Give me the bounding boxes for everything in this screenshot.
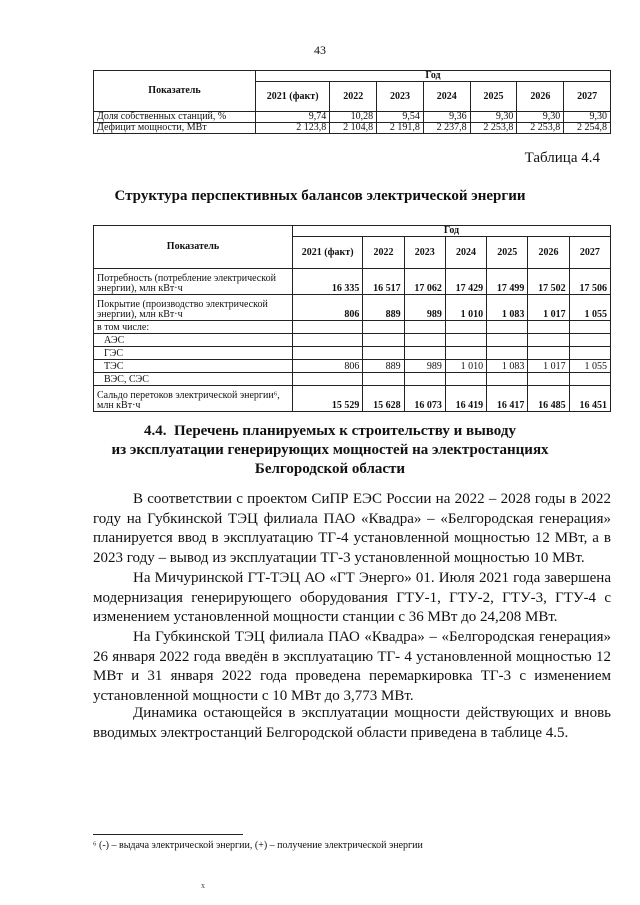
- row-label: Дефицит мощности, МВт: [94, 123, 256, 134]
- row-label: Доля собственных станций, %: [94, 112, 256, 123]
- table-cell: 16 335: [293, 269, 363, 295]
- year-header: 2022: [363, 237, 404, 269]
- table-cell: 1 055: [569, 360, 610, 373]
- table-cell: 17 502: [528, 269, 569, 295]
- table-cell: 16 417: [487, 386, 528, 412]
- table-cell: [404, 321, 445, 334]
- header-year-group: Год: [256, 71, 611, 82]
- table-row: [94, 269, 611, 295]
- year-header: 2024: [423, 82, 470, 112]
- table-cell: [487, 373, 528, 386]
- table-cell: [404, 373, 445, 386]
- year-header: 2027: [569, 237, 610, 269]
- table-cell: [569, 321, 610, 334]
- paragraph: На Губкинской ТЭЦ филиала ПАО «Квадра» – «Белгородская генерация» 26 января 2022 года введён в эксплуатацию ТГ- 4 установленной мощностью 12 МВт и 31 января 2022 года проведена перемаркировка ТГ-3 с изменением установленной мощности с 10 МВт до 3,773 МВт.: [93, 629, 611, 704]
- header-year-group: Год: [293, 226, 611, 237]
- table-cell: [293, 373, 363, 386]
- paragraph: На Мичуринской ГТ-ТЭЦ АО «ГТ Энерго» 01. Июля 2021 года завершена модернизация генерирующего оборудования ГТУ-1, ГТУ-2, ГТУ-3, ГТУ-4 с изменением установленной мощности станции с 36 МВт до 24,208 МВт.: [93, 570, 611, 625]
- table-row: [94, 373, 611, 386]
- paragraph: Динамика остающейся в эксплуатации мощности действующих и вновь вводимых электростанций Белгородской области приведена в таблице 4.5.: [93, 705, 611, 741]
- table-cell: [487, 334, 528, 347]
- table-cell: 989: [404, 360, 445, 373]
- table-row: [94, 112, 611, 123]
- table-title: Структура перспективных балансов электрической энергии: [114, 188, 526, 204]
- header-indicator: Показатель: [94, 71, 256, 112]
- table-cell: 2 253,8: [470, 123, 517, 134]
- table-cell: [293, 347, 363, 360]
- table-cell: [487, 321, 528, 334]
- header-indicator: Показатель: [94, 226, 293, 269]
- table-cell: [445, 334, 486, 347]
- table-cell: 17 506: [569, 269, 610, 295]
- table-cell: 17 429: [445, 269, 486, 295]
- row-label: Покрытие (производство электрической энергии), млн кВт·ч: [94, 295, 293, 321]
- table-cell: 989: [404, 295, 445, 321]
- year-header: 2023: [377, 82, 424, 112]
- year-header: 2021 (факт): [256, 82, 330, 112]
- year-header: 2027: [564, 82, 611, 112]
- year-header: 2025: [470, 82, 517, 112]
- table-cell: 2 254,8: [564, 123, 611, 134]
- year-header: 2023: [404, 237, 445, 269]
- table-cell: 2 123,8: [256, 123, 330, 134]
- scan-mark: x: [201, 881, 205, 890]
- footnote: ⁶ (-) – выдача электрической энергии, (+) – получение электрической энергии: [93, 840, 423, 851]
- row-label: ТЭС: [94, 360, 293, 373]
- section-heading-line: Перечень планируемых к строительству и выводу: [174, 423, 516, 439]
- table-cell: 2 104,8: [330, 123, 377, 134]
- year-header: 2021 (факт): [293, 237, 363, 269]
- table-row: [94, 386, 611, 412]
- row-label: АЭС: [94, 334, 293, 347]
- table-cell: 16 517: [363, 269, 404, 295]
- table-cell: 1 083: [487, 360, 528, 373]
- table-cell: 9,30: [517, 112, 564, 123]
- table-cell: [569, 347, 610, 360]
- year-header: 2024: [445, 237, 486, 269]
- table-cell: 2 191,8: [377, 123, 424, 134]
- table-cell: [363, 321, 404, 334]
- year-header: 2026: [517, 82, 564, 112]
- footnote-divider: [93, 834, 243, 835]
- table-cell: 806: [293, 360, 363, 373]
- table-caption: Таблица 4.4: [524, 150, 600, 166]
- table-cell: 10,28: [330, 112, 377, 123]
- table-cell: [293, 321, 363, 334]
- table-cell: 2 237,8: [423, 123, 470, 134]
- table-cell: 2 253,8: [517, 123, 564, 134]
- table-cell: [569, 334, 610, 347]
- section-heading-line: из эксплуатации генерирующих мощностей на электростанциях: [111, 442, 549, 458]
- table-cell: [363, 373, 404, 386]
- table-cell: 1 010: [445, 295, 486, 321]
- table-row: [94, 295, 611, 321]
- row-label: Сальдо перетоков электрической энергии⁶, млн кВт·ч: [94, 386, 293, 412]
- table-cell: 16 073: [404, 386, 445, 412]
- table-cell: 15 628: [363, 386, 404, 412]
- table-cell: [404, 347, 445, 360]
- table-cell: [528, 321, 569, 334]
- table-row: [94, 123, 611, 134]
- table-cell: [487, 347, 528, 360]
- table-cell: [363, 334, 404, 347]
- table-cell: [445, 373, 486, 386]
- row-label: Потребность (потребление электрической энергии), млн кВт·ч: [94, 269, 293, 295]
- row-label: ГЭС: [94, 347, 293, 360]
- section-number: 4.4.: [144, 423, 167, 439]
- page-number: 43: [314, 43, 326, 57]
- table-cell: 9,30: [564, 112, 611, 123]
- table-cell: 17 062: [404, 269, 445, 295]
- table-cell: [569, 373, 610, 386]
- table-row: [94, 360, 611, 373]
- table-cell: 9,74: [256, 112, 330, 123]
- table-cell: 889: [363, 295, 404, 321]
- paragraph: В соответствии с проектом СиПР ЕЭС России на 2022 – 2028 годы в 2022 году на Губкинской ТЭЦ филиала ПАО «Квадра» – «Белгородская генерация» планируется ввод в эксплуатацию ТГ-4 установленной мощностью 12 МВт, а в 2023 году – вывод из эксплуатации ТГ-3 установленной мощностью 10 МВт.: [93, 491, 611, 566]
- row-label: в том числе:: [94, 321, 293, 334]
- table-cell: 16 485: [528, 386, 569, 412]
- table-cell: [363, 347, 404, 360]
- table-cell: 806: [293, 295, 363, 321]
- table-row: [94, 347, 611, 360]
- table-cell: 889: [363, 360, 404, 373]
- table-cell: 15 529: [293, 386, 363, 412]
- table-cell: 9,30: [470, 112, 517, 123]
- table-cell: 1 017: [528, 360, 569, 373]
- table-cell: [404, 334, 445, 347]
- table-row: [94, 321, 611, 334]
- table-cell: [528, 334, 569, 347]
- table-cell: [528, 347, 569, 360]
- row-label: ВЭС, СЭС: [94, 373, 293, 386]
- table-cell: [445, 347, 486, 360]
- year-header: 2025: [487, 237, 528, 269]
- table-cell: 1 083: [487, 295, 528, 321]
- table-cell: 1 010: [445, 360, 486, 373]
- table-cell: 1 017: [528, 295, 569, 321]
- table-cell: [528, 373, 569, 386]
- table-cell: 17 499: [487, 269, 528, 295]
- table-cell: [293, 334, 363, 347]
- section-heading: [60, 422, 600, 479]
- section-heading-line: Белгородской области: [254, 461, 406, 477]
- table-cell: 16 419: [445, 386, 486, 412]
- table-cell: 16 451: [569, 386, 610, 412]
- energy-balance-table: [93, 225, 611, 412]
- year-header: 2022: [330, 82, 377, 112]
- table-cell: 9,36: [423, 112, 470, 123]
- table-cell: [445, 321, 486, 334]
- capacity-table: [93, 70, 611, 134]
- table-row: [94, 334, 611, 347]
- table-cell: 9,54: [377, 112, 424, 123]
- year-header: 2026: [528, 237, 569, 269]
- table-cell: 1 055: [569, 295, 610, 321]
